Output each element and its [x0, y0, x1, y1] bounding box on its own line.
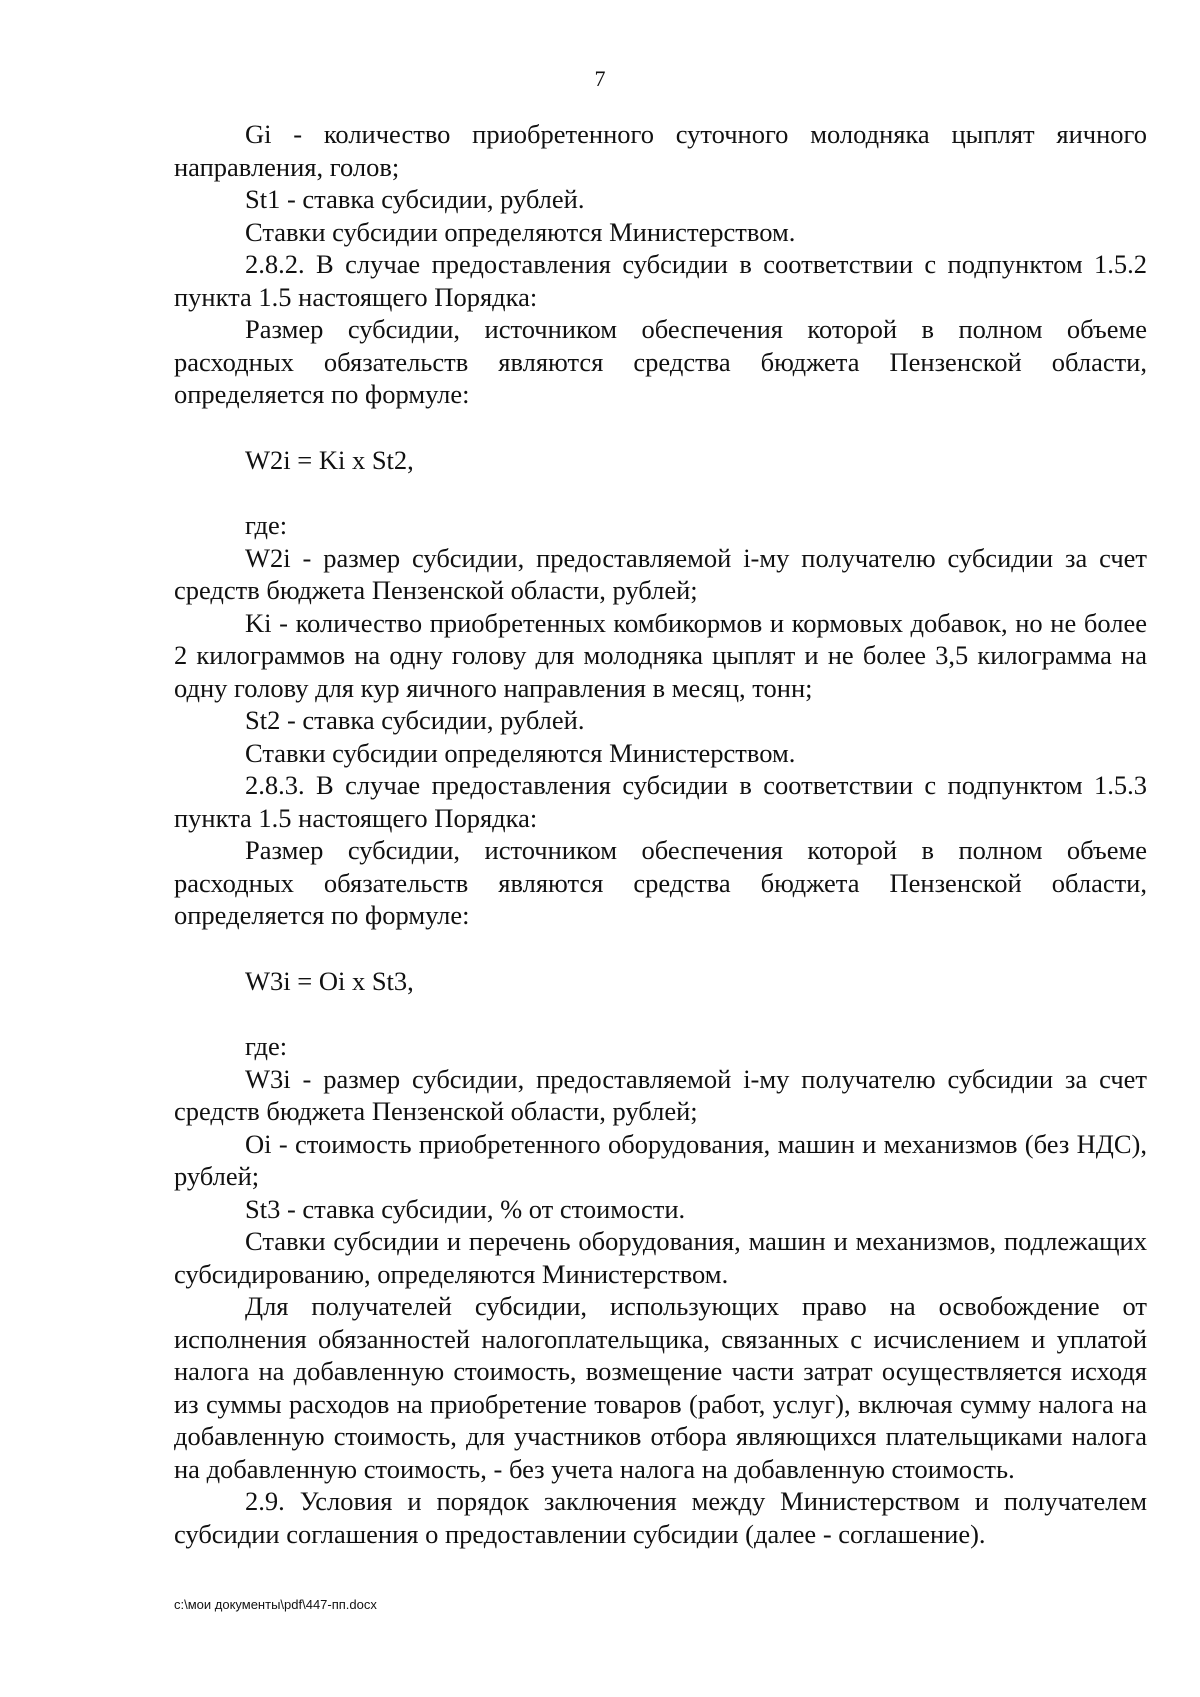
paragraph-2-9: 2.9. Условия и порядок заключения между Министерством и получателем субсидии соглашения о предоставлении субсидии (далее - соглашение). [174, 1486, 1147, 1549]
paragraph-ki-definition: Ki - количество приобретенных комбикормов и кормовых добавок, но не более 2 килограммов на одну голову для молодняка цыплят и не более 3,5 килограмма на одну голову для кур яичного направления в месяц, тонн; [174, 607, 1147, 703]
paragraph-rates-3: Ставки субсидии и перечень оборудования, машин и механизмов, подлежащих субсидированию, определяются Министерством. [174, 1226, 1147, 1289]
paragraph-st1-definition: St1 - ставка субсидии, рублей. [245, 184, 585, 214]
paragraph-where-2: где: [245, 1031, 288, 1061]
paragraph-subsidy-size-2: Размер субсидии, источником обеспечения которой в полном объеме расходных обязательств являются средства бюджета Пензенской области, определяется по формуле: [174, 835, 1147, 930]
footer-file-path: c:\мои документы\pdf\447-пп.docx [174, 1597, 377, 1612]
paragraph-st2-definition: St2 - ставка субсидии, рублей. [245, 705, 585, 735]
paragraph-gi-definition: Gi - количество приобретенного суточного молодняка цыплят яичного направления, голов; [174, 119, 1147, 182]
paragraph-rates-2: Ставки субсидии определяются Министерством. [245, 737, 796, 768]
paragraph-oi-definition: Oi - стоимость приобретенного оборудования, машин и механизмов (без НДС), рублей; [174, 1128, 1147, 1191]
formula-w3i: W3i = Oi x St3, [245, 965, 414, 996]
page-number: 7 [594, 66, 606, 91]
paragraph-2-8-3: 2.8.3. В случае предоставления субсидии в соответствии с подпунктом 1.5.3 пункта 1.5 настоящего Порядка: [174, 770, 1147, 833]
paragraph-subsidy-size-1: Размер субсидии, источником обеспечения которой в полном объеме расходных обязательств являются средства бюджета Пензенской области, определяется по формуле: [174, 314, 1147, 409]
paragraph-where-1: где: [245, 510, 288, 540]
paragraph-w2i-definition: W2i - размер субсидии, предоставляемой i-му получателю субсидии за счет средств бюджета Пензенской области, рублей; [174, 542, 1147, 605]
paragraph-st3-definition: St3 - ставка субсидии, % от стоимости. [245, 1193, 686, 1224]
document-body [174, 118, 1147, 1550]
paragraph-w3i-definition: W3i - размер субсидии, предоставляемой i-му получателю субсидии за счет средств бюджета Пензенской области, рублей; [174, 1063, 1147, 1126]
paragraph-2-8-2: 2.8.2. В случае предоставления субсидии в соответствии с подпунктом 1.5.2 пункта 1.5 настоящего Порядка: [174, 249, 1147, 312]
formula-w2i: W2i = Ki x St2, [245, 444, 414, 475]
paragraph-rates-1: Ставки субсидии определяются Министерством. [245, 216, 796, 247]
paragraph-vat-exemption: Для получателей субсидии, использующих право на освобождение от исполнения обязанностей налогоплательщика, связанных с исчислением и уплатой налога на добавленную стоимость, возмещение части затрат осуществляется исходя из суммы расходов на приобретение товаров (работ, услуг), включая сумму налога на добавленную стоимость, для участников отбора являющихся плательщиками налога на добавленную стоимость, - без учета налога на добавленную стоимость. [174, 1291, 1147, 1484]
